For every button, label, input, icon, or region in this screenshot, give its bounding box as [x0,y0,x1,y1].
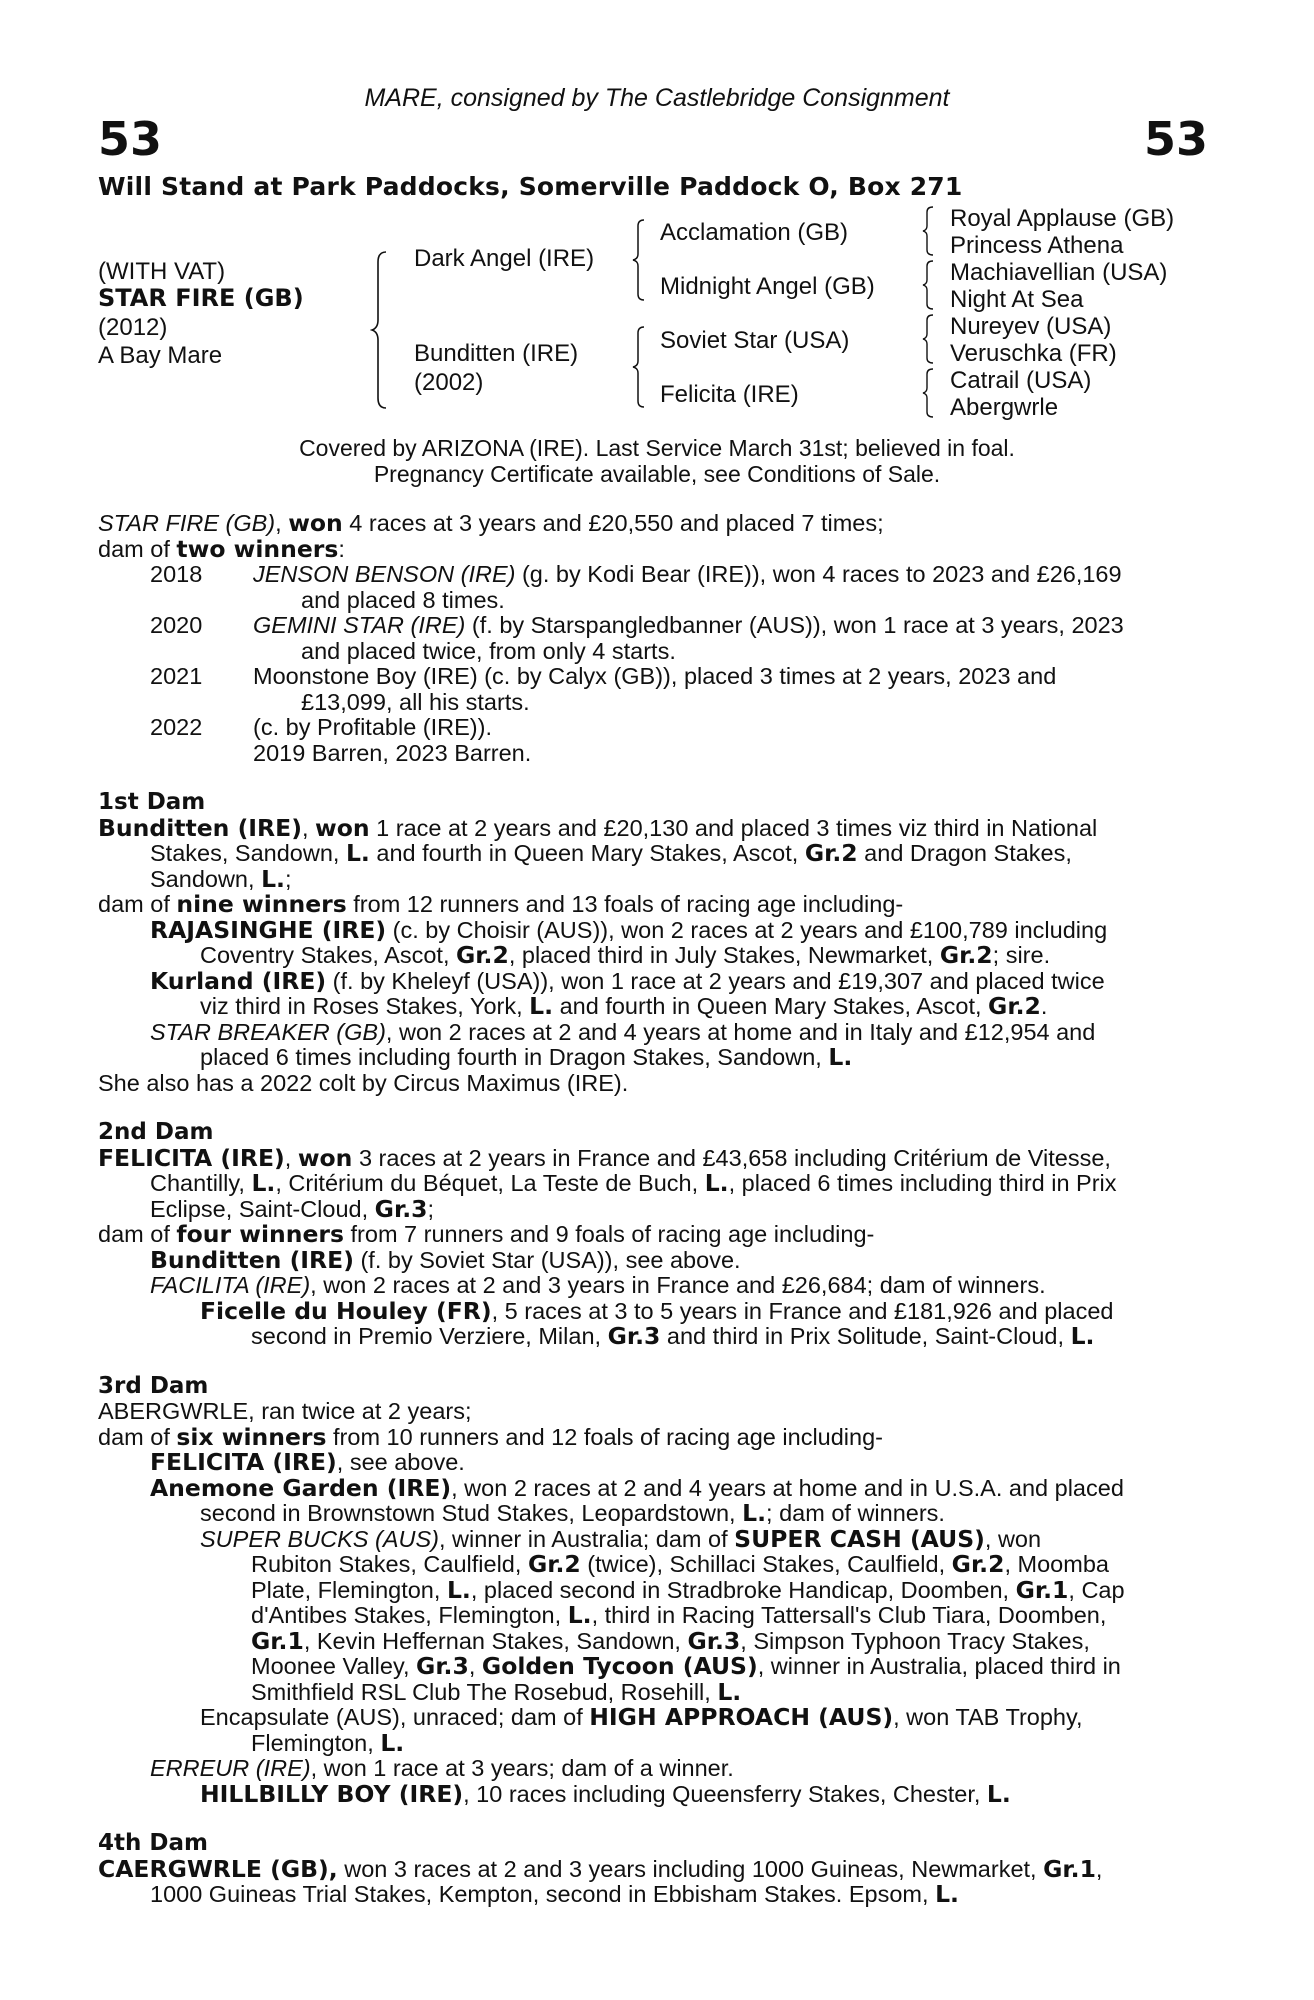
sire-brace [632,218,648,302]
dam1-winners: nine winners [176,890,347,918]
dam2-text: from 7 runners and 9 foals of racing age including- [344,1221,875,1247]
progeny-text: second in Premio Verziere, Milan, [251,1323,608,1349]
dam3-text: from 10 runners and 12 foals of racing age including- [326,1423,883,1450]
grade: Gr.3 [687,1626,741,1655]
offspring-row [98,715,1208,741]
brace-g4-3 [922,313,936,365]
progeny-name: Bunditten (IRE) [150,1245,354,1274]
progeny-text: and fourth in Queen Mary Stakes, Ascot, [553,993,989,1019]
dam1-text: and fourth in Queen Mary Stakes, Ascot, [369,840,805,866]
offspring-cont: and placed twice, from only 4 starts. [301,637,676,664]
grade: L. [446,1575,471,1604]
grade: L. [1070,1322,1095,1350]
dam1-also: She also has a 2022 colt by Circus Maximus (IRE). [98,1069,629,1096]
dam4-text: , [1095,1855,1103,1882]
dam3-text: ABERGWRLE, ran twice at 2 years; [98,1398,472,1424]
dam1-text: Sandown, [150,865,262,892]
dam2-text: Chantilly, [150,1170,252,1196]
sire-sire: Acclamation (GB) [660,219,849,246]
dam4-heading: 4th Dam [98,1830,208,1856]
offspring-detail: (g. by Kodi Bear (IRE)), won 4 races to 2023 and £26,169 [515,561,1122,587]
dam-dam: Felicita (IRE) [660,381,799,408]
progeny-text: , [468,1653,482,1679]
dam1-won: won [315,813,370,842]
pedigree-brace-main [370,250,392,410]
horse-year: (2012) [98,314,168,341]
offspring-row [98,613,1208,639]
progeny-text: , won 2 races at 2 and 3 years in France and £26,684; dam of winners. [310,1272,1046,1298]
grade: L. [704,1169,729,1197]
dam-year: (2002) [414,369,484,396]
intro-dam-of: dam of [98,535,177,562]
dam1-text: Stakes, Sandown, [150,840,346,866]
progeny-text: (twice), Schillaci Stakes, Caulfield, [580,1551,952,1577]
progeny-text: placed 6 times including fourth in Dragon Stakes, Sandown, [200,1044,829,1070]
covered-line-1: Covered by ARIZONA (IRE). Last Service March 31st; believed in foal. [299,435,1015,461]
progeny-name: HILLBILLY BOY (IRE) [200,1779,464,1808]
gen4-7: Catrail (USA) [950,367,1092,394]
dam1-text: dam of [98,891,177,917]
vat-label: (WITH VAT) [98,258,226,285]
offspring-row [98,664,1208,690]
progeny-text: Plate, Flemington, [251,1576,447,1603]
grade: Gr.2 [456,941,509,969]
offspring-cont: £13,099, all his starts. [301,688,530,715]
progeny-text: , Simpson Typhoon Tracy Stakes, [740,1627,1090,1654]
progeny-name: Golden Tycoon (AUS) [481,1652,758,1680]
dam1-name: Bunditten (IRE) [98,813,302,842]
progeny-text: , placed third in July Stakes, Newmarket, [508,942,940,968]
progeny-text: Flemington, [251,1729,381,1756]
offspring-name: JENSON BENSON (IRE) [253,561,516,587]
progeny-text: (f. by Kheleyf (USA)), won 1 race at 2 years and £19,307 and placed twice [326,967,1105,994]
progeny-text: Rubiton Stakes, Caulfield, [251,1551,528,1577]
grade: L. [261,864,285,893]
grade: Gr.2 [988,992,1041,1020]
grade: Gr.2 [951,1550,1005,1578]
grade: L. [567,1601,592,1629]
dam4-text: won 3 races at 2 and 3 years including 1000 Guineas, Newmarket, [337,1855,1044,1882]
dam1-text: and Dragon Stakes, [857,840,1072,866]
offspring-name: (c. by Profitable (IRE)). [253,714,492,740]
sire-name: Dark Angel (IRE) [414,245,595,272]
progeny-text: and third in Prix Solitude, Saint-Cloud, [660,1323,1071,1349]
progeny-name: Anemone Garden (IRE) [150,1473,452,1502]
intro-winners: two winners [176,534,339,563]
covered-line-2: Pregnancy Certificate available, see Conditions of Sale. [373,461,941,487]
offspring-cont: and placed 8 times. [301,586,505,613]
dam-name: Bunditten (IRE) [414,340,579,367]
intro-won: won [288,509,343,537]
dam2-heading: 2nd Dam [98,1119,214,1145]
progeny-text: , won TAB Trophy, [893,1704,1083,1730]
consignment-line: MARE, consigned by The Castlebridge Consignment [364,84,950,112]
progeny-name: Kurland (IRE) [150,966,327,995]
progeny-text: ; sire. [992,942,1051,968]
intro-name: STAR FIRE (GB) [98,510,276,536]
progeny-text: Smithfield RSL Club The Rosebud, Rosehill, [251,1678,718,1705]
progeny-name: SUPER CASH (AUS) [734,1524,985,1553]
progeny-text: , see above. [336,1449,465,1475]
grade: Gr.2 [527,1550,581,1578]
dam2-text: Eclipse, Saint-Cloud, [150,1195,375,1222]
dam3-heading: 3rd Dam [98,1372,209,1399]
dam2-text: 3 races at 2 years in France and £43,658 including Critérium de Vitesse, [352,1144,1111,1171]
progeny-text: second in Brownstown Stud Stakes, Leopardstown, [200,1500,743,1526]
progeny-text: , placed second in Stradbroke Handicap, Doomben, [470,1576,1016,1603]
horse-name: STAR FIRE (GB) [98,284,304,312]
dam1-heading: 1st Dam [98,789,206,815]
gen4-6: Veruschka (FR) [950,340,1117,367]
offspring-name: Moonstone Boy (IRE) (c. by Calyx (GB)), placed 3 times at 2 years, 2023 and [253,663,1057,689]
progeny-name: STAR BREAKER (GB) [150,1018,386,1045]
dam-brace [632,325,648,409]
offspring-row [98,562,1208,588]
dam4-name: CAERGWRLE (GB), [98,1854,338,1883]
offspring-detail: (f. by Starspangledbanner (AUS)), won 1 race at 3 years, 2023 [465,612,1124,638]
dam-sire: Soviet Star (USA) [660,327,850,354]
offspring-name: GEMINI STAR (IRE) [253,612,466,638]
sire-dam: Midnight Angel (GB) [660,273,875,300]
dam2-text: ; [427,1195,435,1222]
progeny-text: , winner in Australia, placed third in [757,1653,1121,1679]
grade: Gr.3 [374,1194,428,1223]
dam3-winners: six winners [176,1422,327,1451]
grade: L. [345,839,370,867]
lot-number-left: 53 [98,112,163,166]
dam4-text: 1000 Guineas Trial Stakes, Kempton, second in Ebbisham Stakes. Epsom, [150,1881,936,1907]
gen4-5: Nureyev (USA) [950,313,1112,340]
gen4-1: Royal Applause (GB) [950,205,1175,232]
progeny-text: , Cap [1068,1576,1125,1603]
grade: L. [742,1499,767,1527]
progeny-text: , won 2 races at 2 and 4 years at home and in U.S.A. and placed [451,1474,1124,1501]
offspring-year: 2021 [150,663,203,689]
progeny-text: , Moomba [1004,1551,1109,1577]
progeny-name: FELICITA (IRE) [150,1448,337,1476]
offspring-year: 2022 [150,714,203,740]
progeny-name: FACILITA (IRE) [150,1272,311,1298]
progeny-text: , third in Racing Tattersall's Club Tiara, Doomben, [591,1602,1107,1628]
grade: Gr.1 [1043,1854,1096,1883]
progeny-text: . [1040,993,1048,1019]
grade: L. [251,1169,276,1197]
progeny-text: Moonee Valley, [251,1653,417,1679]
brace-g4-1 [922,205,936,257]
grade: Gr.1 [251,1626,304,1655]
grade: L. [529,992,554,1020]
gen4-3: Machiavellian (USA) [950,259,1168,286]
progeny-text: , 10 races including Queensferry Stakes, Chester, [463,1780,987,1807]
dam2-text: , Critérium du Béquet, La Teste de Buch, [275,1170,705,1196]
brace-g4-4 [922,367,936,419]
dam2-name: FELICITA (IRE) [98,1143,285,1172]
dam3-text: dam of [98,1423,177,1450]
grade: Gr.2 [939,941,993,969]
progeny-text: , winner in Australia; dam of [438,1525,735,1552]
progeny-text: Encapsulate (AUS), unraced; dam of [200,1704,590,1730]
progeny-text: ; dam of winners. [766,1500,945,1526]
grade: L. [935,1880,959,1908]
progeny-text: Coventry Stakes, Ascot, [200,942,456,968]
progeny-text: d'Antibes Stakes, Flemington, [251,1602,568,1628]
dam2-winners: four winners [176,1220,344,1248]
offspring-year: 2018 [150,561,203,587]
progeny-text: , won 1 race at 3 years; dam of a winner. [310,1755,734,1781]
grade: L. [828,1043,853,1071]
dam1-text: 1 race at 2 years and £20,130 and placed 3 times viz third in National [369,814,1098,841]
gen4-2: Princess Athena [950,232,1124,259]
progeny-text: , Kevin Heffernan Stakes, Sandown, [303,1627,688,1654]
barren-note: 2019 Barren, 2023 Barren. [253,739,532,766]
lot-number-right: 53 [1143,112,1208,166]
grade: Gr.1 [1015,1575,1069,1604]
progeny-name: RAJASINGHE (IRE) [150,915,387,944]
intro-rest: 4 races at 3 years and £20,550 and placed 7 times; [342,510,884,536]
dam1-text: ; [284,865,292,892]
progeny-name: ERREUR (IRE) [150,1755,311,1781]
dam2-text: dam of [98,1221,177,1247]
progeny-text: , 5 races at 3 to 5 years in France and £181,926 and placed [491,1297,1114,1324]
progeny-name: Ficelle du Houley (FR) [200,1296,492,1325]
grade: Gr.3 [607,1322,661,1350]
grade: Gr.3 [416,1652,469,1680]
dam2-text: , placed 6 times including third in Prix [728,1170,1117,1196]
grade: L. [380,1728,405,1757]
dam2-won: won [297,1143,353,1172]
intro-colon: : [338,535,345,562]
dam1-text: from 12 runners and 13 foals of racing age including- [346,891,904,917]
grade: L. [717,1677,742,1706]
grade: L. [986,1779,1011,1808]
progeny-text: (f. by Soviet Star (USA)), see above. [353,1246,741,1273]
produce-record: STAR FIRE (GB), won 4 races at 3 years and £20,550 and placed 7 times; dam of two winners: 2018 JENSON BENSON (IRE) (g. by Kodi Bear (IRE)), won 4 races to 2023 and £26,169 and placed 8 times. 2020 GEMINI STAR (IRE) (f. by Starspangledbanner (AUS)), won 1 race at 3 years, 2023 and placed twice, from only 4 starts. 2021 Moonstone Boy (IRE) (c. by Calyx (GB)), placed 3 times at 2 years, 2023 and £13,099, all his starts. 2022 (c. by Profitable (IRE)). 2019 Barren, 2023 Barren. 1st Dam Bunditten (IRE), won 1 race at 2 years and £20,130 and placed 3 times viz third in National Stakes, Sandown, L. and fourth in Queen Mary Stakes, Ascot, Gr.2 and Dragon Stakes, Sandown, L.; dam of nine winners from 12 runners and 13 foals of racing age including- RAJASINGHE (IRE) (c. by Choisir (AUS)), won 2 races at 2 years and £100,789 including Coventry Stakes, Ascot, Gr.2, placed third in July Stakes, Newmarket, Gr.2; sire. Kurland (IRE) (f. by Kheleyf (USA)), won 1 race at 2 years and £19,307 and placed twice viz third in Roses Stakes, York, L. and fourth in Queen Mary Stakes, Ascot, Gr.2. STAR BREAKER (GB), won 2 races at 2 and 4 years at home and in Italy and £12,954 and placed 6 times including fourth in Dragon Stakes, Sandown, L. She also has a 2022 colt by Circus Maximus (IRE). 2nd Dam FELICITA (IRE), won 3 races at 2 years in France and £43,658 including Critérium de Vitesse, Chantilly, L., Critérium du Béquet, La Teste de Buch, L., placed 6 times including third in Prix Eclipse, Saint-Cloud, Gr.3; dam of four winners from 7 runners and 9 foals of racing age including- Bunditten (IRE) (f. by Soviet Star (USA)), see above. FACILITA (IRE), won 2 races at 2 and 3 years in France and £26,684; dam of winners. Ficelle du Houley (FR), 5 races at 3 to 5 years in France and £181,926 and placed second in Premio Verziere, Milan, Gr.3 and third in Prix Solitude, Saint-Cloud, L. 3rd Dam ABERGWRLE, ran twice at 2 years; dam of six winners from 10 runners and 12 foals of racing age including- FELICITA (IRE), see above. Anemone Garden (IRE), won 2 races at 2 and 4 years at home and in U.S.A. and placed second in Brownstown Stud Stakes, Leopardstown, L.; dam of winners. SUPER BUCKS (AUS), winner in Australia; dam of SUPER CASH (AUS), won Rubiton Stakes, Caulfield, Gr.2 (twice), Schillaci Stakes, Caulfield, Gr.2, Moomba Plate, Flemington, L., placed second in Stradbroke Handicap, Doomben, Gr.1, Cap d'Antibes Stakes, Flemington, L., third in Racing Tattersall's Club Tiara, Doomben, Gr.1, Kevin Heffernan Stakes, Sandown, Gr.3, Simpson Typhoon Tracy Stakes, Moonee Valley, Gr.3, Golden Tycoon (AUS), winner in Australia, placed third in Smithfield RSL Club The Rosebud, Rosehill, L. Encapsulate (AUS), unraced; dam of HIGH APPROACH (AUS), won TAB Trophy, Flemington, L. ERREUR (IRE), won 1 race at 3 years; dam of a winner. HILLBILLY BOY (IRE), 10 races including Queensferry Stakes, Chester, L. 4th Dam CAERGWRLE (GB), won 3 races at 2 and 3 years including 1000 Guineas, Newmarket, Gr.1, 1000 Guineas Trial Stakes, Kempton, second in Ebbisham Stakes. Epsom, L. [98,511,1208,1908]
gen4-8: Abergwrle [950,394,1059,421]
brace-g4-2 [922,259,936,311]
progeny-text: , won [984,1525,1042,1552]
horse-description: A Bay Mare [98,342,223,369]
grade: Gr.2 [804,839,858,867]
progeny-text: (c. by Choisir (AUS)), won 2 races at 2 years and £100,789 including [386,916,1108,943]
covered-note [0,435,1314,487]
progeny-name: SUPER BUCKS (AUS) [200,1525,439,1552]
progeny-text: , won 2 races at 2 and 4 years at home and in Italy and £12,954 and [385,1018,1096,1045]
gen4-4: Night At Sea [950,286,1084,313]
progeny-text: viz third in Roses Stakes, York, [200,993,530,1019]
progeny-name: HIGH APPROACH (AUS) [589,1703,894,1731]
stand-info: Will Stand at Park Paddocks, Somerville Paddock O, Box 271 [98,172,963,201]
offspring-year: 2020 [150,612,203,638]
